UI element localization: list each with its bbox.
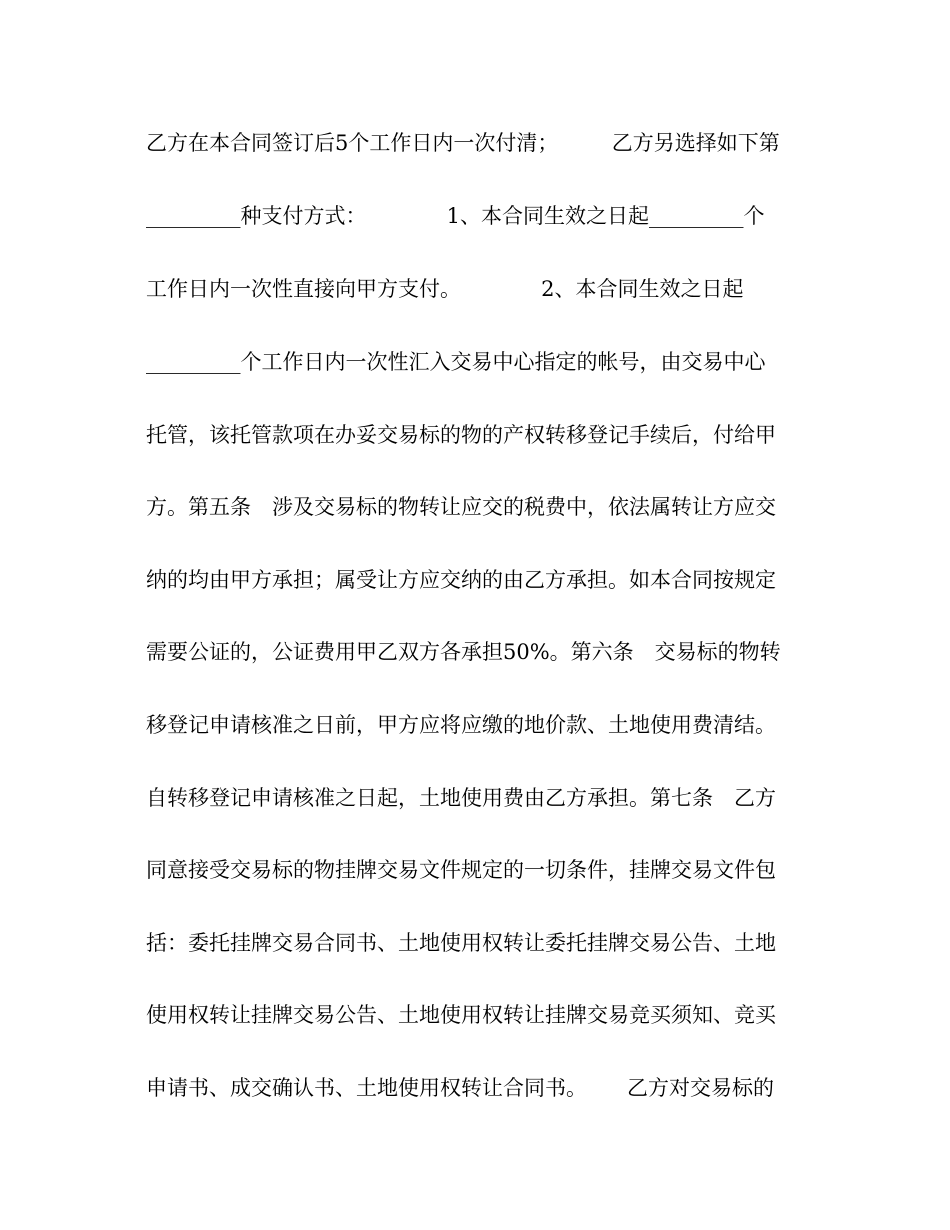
body-text-line: 同意接受交易标的物挂牌交易文件规定的一切条件，挂牌交易文件包 [146, 858, 776, 882]
body-text-line: 乙方在本合同签订后5个工作日内一次付清； 乙方另选择如下第 [146, 131, 780, 155]
body-text-line: 使用权转让挂牌交易公告、土地使用权转让挂牌交易竞买须知、竞买 [146, 1003, 776, 1027]
body-text-line: 需要公证的，公证费用甲乙双方各承担50%。第六条 交易标的物转 [146, 640, 781, 664]
body-text-line: 移登记申请核准之日前，甲方应将应缴的地价款、土地使用费清结。 [146, 713, 776, 737]
body-text-line: 纳的均由甲方承担；属受让方应交纳的由乙方承担。如本合同按规定 [146, 568, 776, 592]
body-text-line: 方。第五条 涉及交易标的物转让应交的税费中，依法属转让方应交 [146, 495, 776, 519]
body-text-line: _________个工作日内一次性汇入交易中心指定的帐号，由交易中心 [146, 350, 766, 374]
body-text-line: 工作日内一次性直接向甲方支付。 2、本合同生效之日起 [146, 277, 744, 301]
body-text-line: 托管，该托管款项在办妥交易标的物的产权转移登记手续后，付给甲 [146, 423, 776, 447]
body-text-line: 括：委托挂牌交易合同书、土地使用权转让委托挂牌交易公告、土地 [146, 931, 776, 955]
body-text-line: 申请书、成交确认书、土地使用权转让合同书。 乙方对交易标的 [146, 1076, 775, 1100]
body-text-line: 自转移登记申请核准之日起，土地使用费由乙方承担。第七条 乙方 [146, 786, 776, 810]
body-text-line: _________种支付方式： 1、本合同生效之日起_________个 [146, 204, 765, 228]
